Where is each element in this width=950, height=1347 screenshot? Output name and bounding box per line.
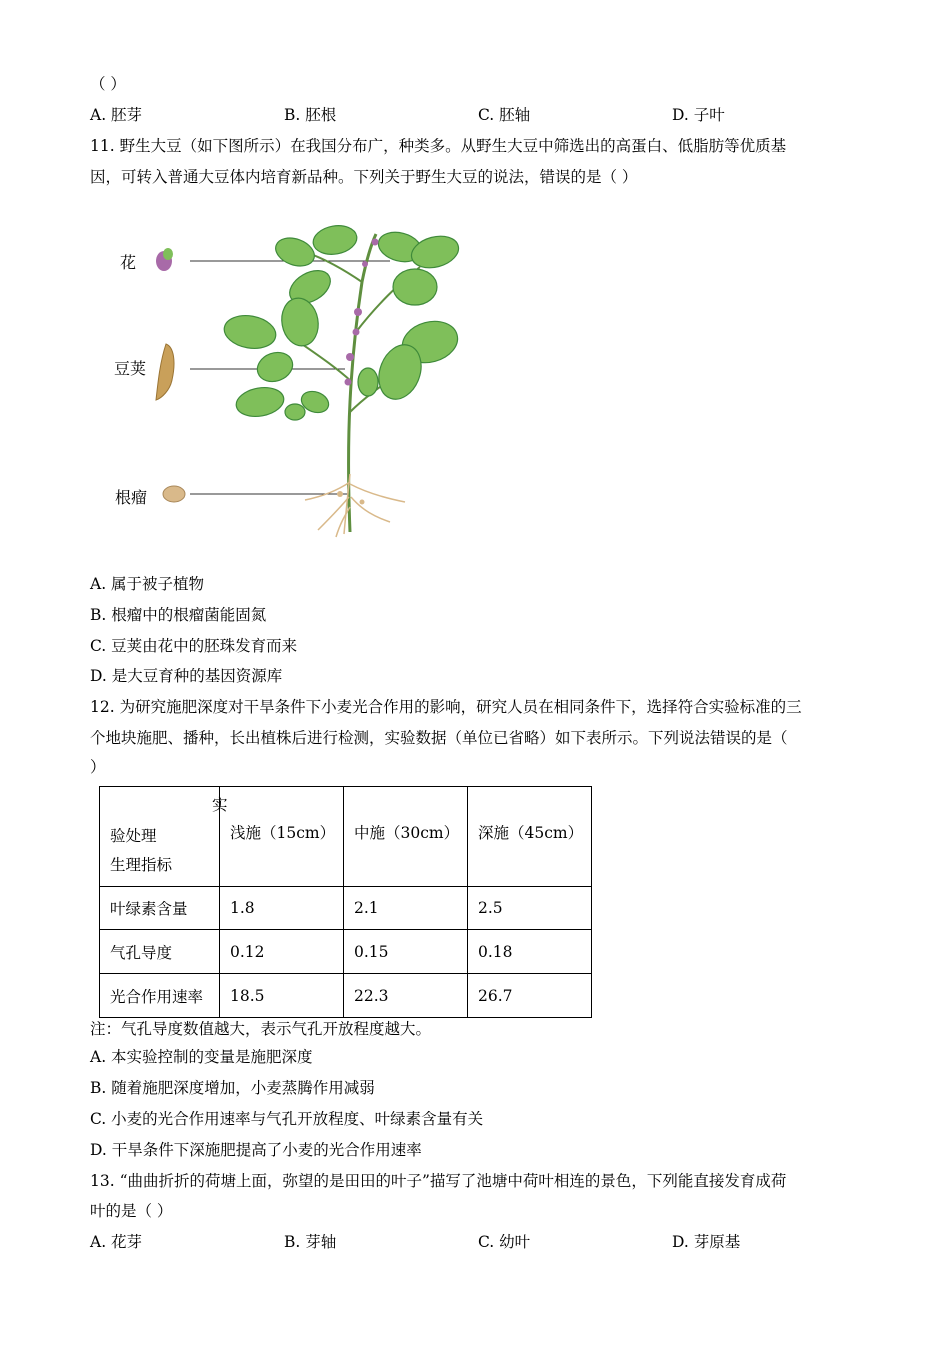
table-header-row — [100, 787, 592, 887]
q12-stem-line-2: 个地块施肥、播种，长出植株后进行检测，实验数据（单位已省略）如下表所示。下列说法错误的是（ — [90, 729, 788, 747]
figure-label-pod: 豆荚 — [114, 359, 147, 378]
leaves — [222, 222, 463, 420]
soybean-figure — [100, 212, 480, 542]
table-cell: 0.15 — [344, 930, 468, 974]
q13-stem-line-1: 13. “曲曲折折的荷塘上面，弥望的是田田的叶子”描写了池塘中荷叶相连的景色，下列能直接发育成荷 — [90, 1172, 787, 1190]
q13-option-a[interactable]: A. 花芽 — [90, 1233, 143, 1251]
q10-option-c[interactable]: C. 胚轴 — [478, 106, 531, 124]
table-cell: 1.8 — [220, 887, 344, 930]
table-row — [100, 930, 592, 974]
table-row — [100, 887, 592, 930]
q12-option-b[interactable]: B. 随着施肥深度增加，小麦蒸腾作用减弱 — [90, 1079, 375, 1097]
q13-option-d[interactable]: D. 芽原基 — [672, 1233, 741, 1251]
table-cell: 0.12 — [220, 930, 344, 974]
row-label: 光合作用速率 — [100, 974, 220, 1018]
q13-option-b[interactable]: B. 芽轴 — [284, 1233, 337, 1251]
q11-option-c[interactable]: C. 豆荚由花中的胚珠发育而来 — [90, 637, 298, 655]
corner-text-top: 实 — [212, 796, 228, 814]
q12-stem-line-1: 12. 为研究施肥深度对干旱条件下小麦光合作用的影响，研究人员在相同条件下，选择符合实验标准的三 — [90, 698, 802, 716]
q12-table-note: 注：气孔导度数值越大，表示气孔开放程度越大。 — [90, 1020, 432, 1038]
table-cell: 2.1 — [344, 887, 468, 930]
q12-option-c[interactable]: C. 小麦的光合作用速率与气孔开放程度、叶绿素含量有关 — [90, 1110, 484, 1128]
experiment-table — [99, 786, 592, 1018]
q12-option-a[interactable]: A. 本实验控制的变量是施肥深度 — [90, 1048, 313, 1066]
figure-label-flower: 花 — [120, 253, 137, 272]
figure-label-nodule: 根瘤 — [115, 488, 148, 507]
q11-stem-line-1: 11. 野生大豆（如下图所示）在我国分布广，种类多。从野生大豆中筛选出的高蛋白、低脂肪等优质基 — [90, 137, 787, 155]
q13-option-c[interactable]: C. 幼叶 — [478, 1233, 531, 1251]
corner-text-bottom: 生理指标 — [110, 855, 173, 874]
row-label: 气孔导度 — [100, 930, 220, 974]
corner-text-mid: 验处理 — [110, 826, 157, 845]
column-header-middle: 中施（30cm） — [344, 787, 468, 887]
table-cell: 18.5 — [220, 974, 344, 1018]
column-header-deep: 深施（45cm） — [468, 787, 592, 887]
soybean-plant-illustration — [100, 212, 480, 542]
pod-specimen-icon — [156, 344, 174, 400]
q11-option-b[interactable]: B. 根瘤中的根瘤菌能固氮 — [90, 606, 267, 624]
q13-stem-line-2: 叶的是（ ） — [90, 1202, 173, 1220]
q11-stem-line-2: 因，可转入普通大豆体内培育新品种。下列关于野生大豆的说法，错误的是（ ） — [90, 168, 638, 186]
flower-sepal-icon — [163, 248, 173, 260]
table-cell: 22.3 — [344, 974, 468, 1018]
q11-option-a[interactable]: A. 属于被子植物 — [90, 575, 205, 593]
q11-option-d[interactable]: D. 是大豆育种的基因资源库 — [90, 667, 283, 685]
answer-blank: （ ） — [90, 75, 126, 93]
q10-option-b[interactable]: B. 胚根 — [284, 106, 337, 124]
root-nodule — [337, 491, 343, 497]
nodule-specimen-icon — [163, 486, 185, 502]
q12-option-d[interactable]: D. 干旱条件下深施肥提高了小麦的光合作用速率 — [90, 1141, 422, 1159]
q10-option-d[interactable]: D. 子叶 — [672, 106, 725, 124]
root-nodule — [360, 500, 365, 505]
row-label: 叶绿素含量 — [100, 887, 220, 930]
q10-option-a[interactable]: A. 胚芽 — [90, 106, 143, 124]
table-row — [100, 974, 592, 1018]
table-corner-cell — [100, 787, 228, 887]
table-cell: 2.5 — [468, 887, 592, 930]
table-cell: 26.7 — [468, 974, 592, 1018]
column-header-shallow: 浅施（15cm） — [220, 787, 344, 887]
roots — [305, 474, 405, 537]
table-cell: 0.18 — [468, 930, 592, 974]
q12-stem-line-3: ） — [90, 758, 106, 776]
